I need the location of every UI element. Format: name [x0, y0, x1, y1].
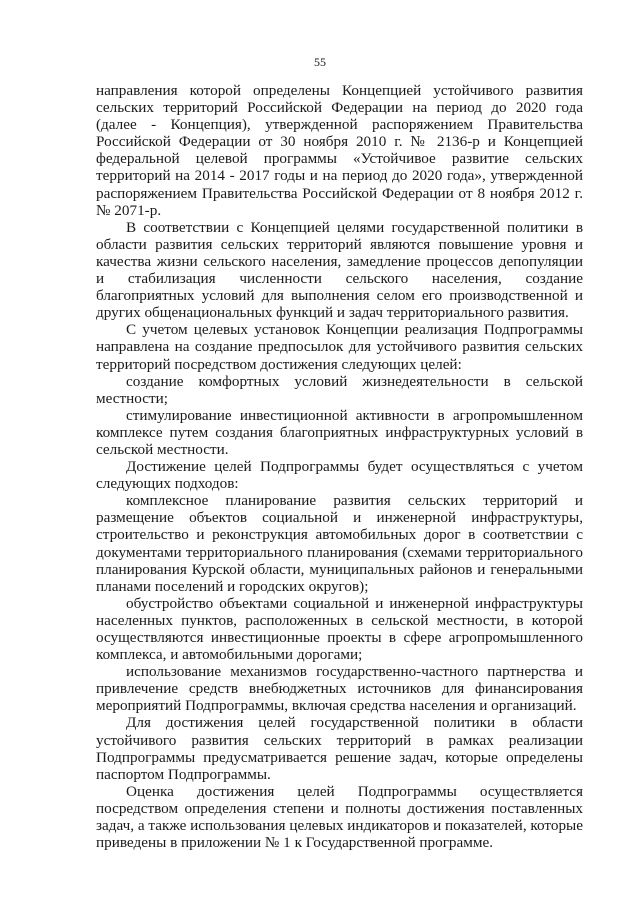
body-text	[96, 82, 583, 851]
paragraph-5: стимулирование инвестиционной активности в агропромышленном комплексе путем создания благоприятных инфраструктурных условий в сельской местности.	[96, 406, 583, 458]
page-number: 55	[314, 55, 326, 69]
paragraph-10: Для достижения целей государственной политики в области устойчивого развития сельских территорий в рамках реализации Подпрограммы предусматривается решение задач, которые определены паспортом Подпрограммы.	[96, 714, 583, 783]
paragraph-11: Оценка достижения целей Подпрограммы осуществляется посредством определения степени и полноты достижения поставленных задач, а также использования целевых индикаторов и показателей, которые приведены в приложении № 1 к Государственной программе.	[96, 782, 583, 852]
paragraph-7: комплексное планирование развития сельских территорий и размещение объектов социальной и инженерной инфраструктуры, строительство и реконструкция автомобильных дорог в соответствии с документами территориального планирования (схемами территориального планирования Курской области, муниципальных районов и генеральными планами поселений и городских округов);	[96, 492, 583, 595]
paragraph-8: обустройство объектами социальной и инженерной инфраструктуры населенных пунктов, расположенных в сельской местности, в которой осуществляются инвестиционные проекты в сфере агропромышленного комплекса, и автомобильными дорогами;	[96, 594, 583, 664]
paragraph-9: использование механизмов государственно-частного партнерства и привлечение средств внебюджетных источников для финансирования мероприятий Подпрограммы, включая средства населения и организаций.	[96, 663, 583, 715]
paragraph-6: Достижение целей Подпрограммы будет осуществляться с учетом следующих подходов:	[96, 458, 583, 493]
paragraph-2: В соответствии с Концепцией целями государственной политики в области развития сельских территорий являются повышение уровня и качества жизни сельского населения, замедление процессов депопуляции и стабилизация численности сельского населения, создание благоприятных условий для выполнения селом его производственной и других общенациональных функций и задач территориального развития.	[96, 218, 583, 322]
paragraph-3: С учетом целевых установок Концепции реализация Подпрограммы направлена на создание предпосылок для устойчивого развития сельских территорий посредством достижения следующих целей:	[96, 321, 583, 373]
paragraph-1: направления которой определены Концепцией устойчивого развития сельских территорий Российской Федерации на период до 2020 года (далее - Концепция), утвержденной распоряжением Правительства Российской Федерации от 30 ноября 2010 г. № 2136-р и Концепцией федеральной целевой программы «Устойчивое развитие сельских территорий на 2014 - 2017 годы и на период до 2020 года», утвержденной распоряжением Правительства Российской Федерации от 8 ноября 2012 г. № 2071-р.	[96, 82, 583, 219]
paragraph-4: создание комфортных условий жизнедеятельности в сельской местности;	[96, 372, 583, 407]
